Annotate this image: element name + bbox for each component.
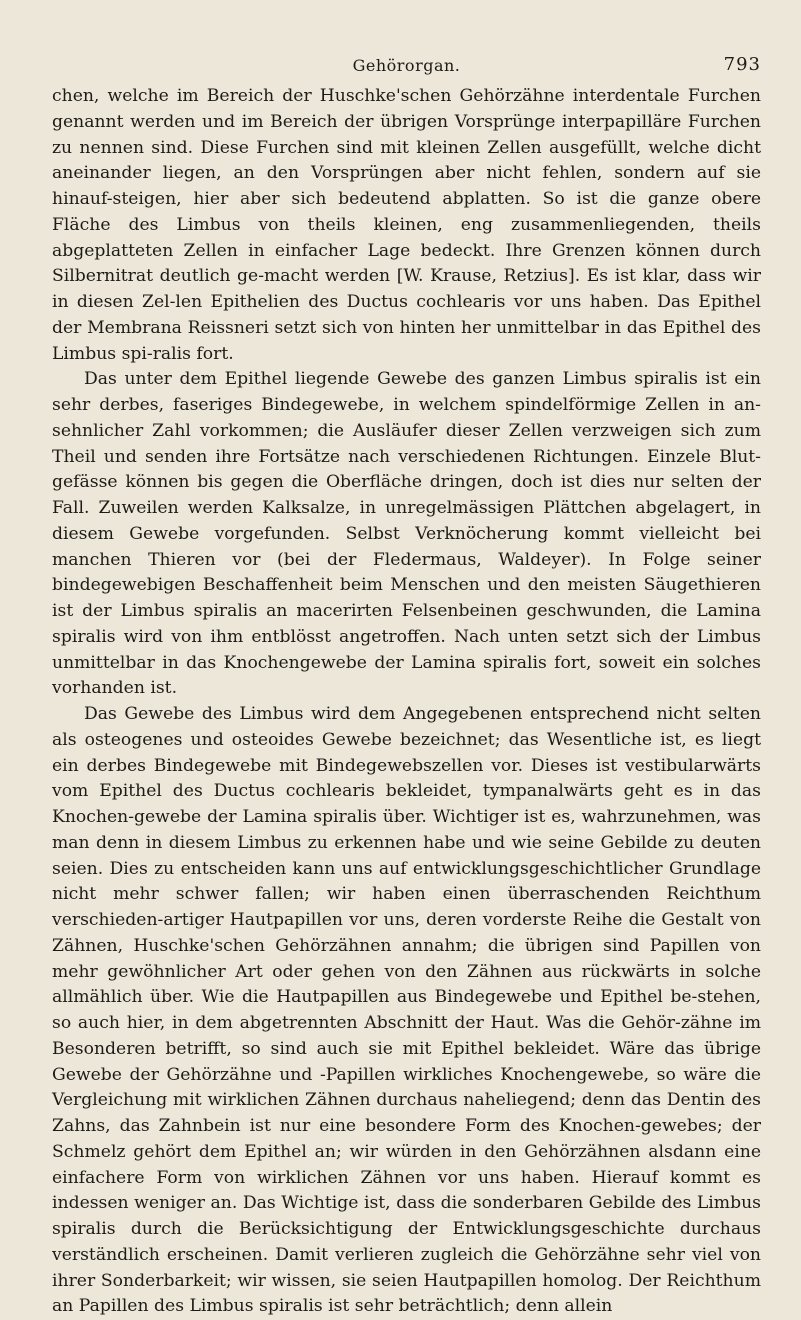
paragraph-continued: chen, welche im Bereich der Huschke'schen Gehörzähne interdentale Furchen genannt werden und im Bereich der übrigen Vorsprünge interpapilläre Furchen zu nennen sind. Diese Furchen sind mit kleinen Zellen ausgefüllt, welche dicht aneinander liegen, an den Vorsprüngen aber nicht fehlen, sondern auf sie hinauf-steigen, hier aber sich bedeutend abplatten. So ist die ganze obere Fläche des Limbus von theils kleinen, eng zusammenliegenden, theils abgeplatteten Zellen in einfacher Lage bedeckt. Ihre Grenzen können durch Silbernitrat deutlich ge-macht werden [W. Krause, Retzius]. Es ist klar, dass wir in diesen Zel-len Epithelien des Ductus cochlearis vor uns haben. Das Epithel der Membrana Reissneri setzt sich von hinten her unmittelbar in das Epithel des Limbus spi-ralis fort.: [52, 86, 761, 364]
paragraph-bindegewebe: Das unter dem Epithel liegende Gewebe des ganzen Limbus spiralis ist ein sehr derbes, faseriges Bindegewebe, in welchem spindelförmige Zellen in an-sehnlicher Zahl vorkommen; die Ausläufer dieser Zellen verzweigen sich zum Theil und senden ihre Fortsätze nach verschiedenen Richtungen. Einzele Blut-gefässe können bis gegen die Oberfläche dringen, doch ist dies nur selten der Fall. Zuweilen werden Kalksalze, in unregelmässigen Plättchen abgelagert, in diesem Gewebe vorgefunden. Selbst Verknöcherung kommt vielleicht bei manchen Thieren vor (bei der Fledermaus, Waldeyer). In Folge seiner bindegewebigen Beschaffenheit beim Menschen und den meisten Säugethieren ist der Limbus spiralis an macerirten Felsenbeinen geschwunden, die Lamina spiralis wird von ihm entblösst angetroffen. Nach unten setzt sich der Limbus unmittelbar in das Knochengewebe der Lamina spiralis fort, soweit ein solches vorhanden ist.: [52, 369, 761, 699]
body-text: [52, 84, 761, 1320]
page-number: 793: [723, 54, 761, 75]
paragraph-gewebe-des-limbus: Das Gewebe des Limbus wird dem Angegebenen entsprechend nicht selten als osteogenes und osteoides Gewebe bezeichnet; das Wesentliche ist, es liegt ein derbes Bindegewebe mit Bindegewebszellen vor. Dieses ist vestibularwärts vom Epithel des Ductus cochlearis bekleidet, tympanalwärts geht es in das Knochen-gewebe der Lamina spiralis über. Wichtiger ist es, wahrzunehmen, was man denn in diesem Limbus zu erkennen habe und wie seine Gebilde zu deuten seien. Dies zu entscheiden kann uns auf entwicklungsgeschichtlicher Grundlage nicht mehr schwer fallen; wir haben einen überraschenden Reichthum verschieden-artiger Hautpapillen vor uns, deren vorderste Reihe die Gestalt von Zähnen, Huschke'schen Gehörzähnen annahm; die übrigen sind Papillen von mehr gewöhnlicher Art oder gehen von den Zähnen aus rückwärts in solche allmählich über. Wie die Hautpapillen aus Bindegewebe und Epithel be-stehen, so auch hier, in dem abgetrennten Abschnitt der Haut. Was die Gehör-zähne im Besonderen betrifft, so sind auch sie mit Epithel bekleidet. Wäre das übrige Gewebe der Gehörzähne und -Papillen wirkliches Knochengewebe, so wäre die Vergleichung mit wirklichen Zähnen durchaus naheliegend; denn das Dentin des Zahns, das Zahnbein ist nur eine besondere Form des Knochen-gewebes; der Schmelz gehört dem Epithel an; wir würden in den Gehörzähnen alsdann eine einfachere Form von wirklichen Zähnen vor uns haben. Hierauf kommt es indessen weniger an. Das Wichtige ist, dass die sonderbaren Gebilde des Limbus spiralis durch die Berücksichtigung der Entwicklungsgeschichte durchaus verständlich erscheinen. Damit verlieren zugleich die Gehörzähne sehr viel von ihrer Sonderbarkeit; wir wissen, sie seien Hautpapillen homolog. Der Reichthum an Papillen des Limbus spiralis ist sehr beträchtlich; denn allein: [52, 704, 761, 1317]
running-title: Gehörorgan.: [352, 56, 461, 75]
page-header: [52, 0, 761, 84]
